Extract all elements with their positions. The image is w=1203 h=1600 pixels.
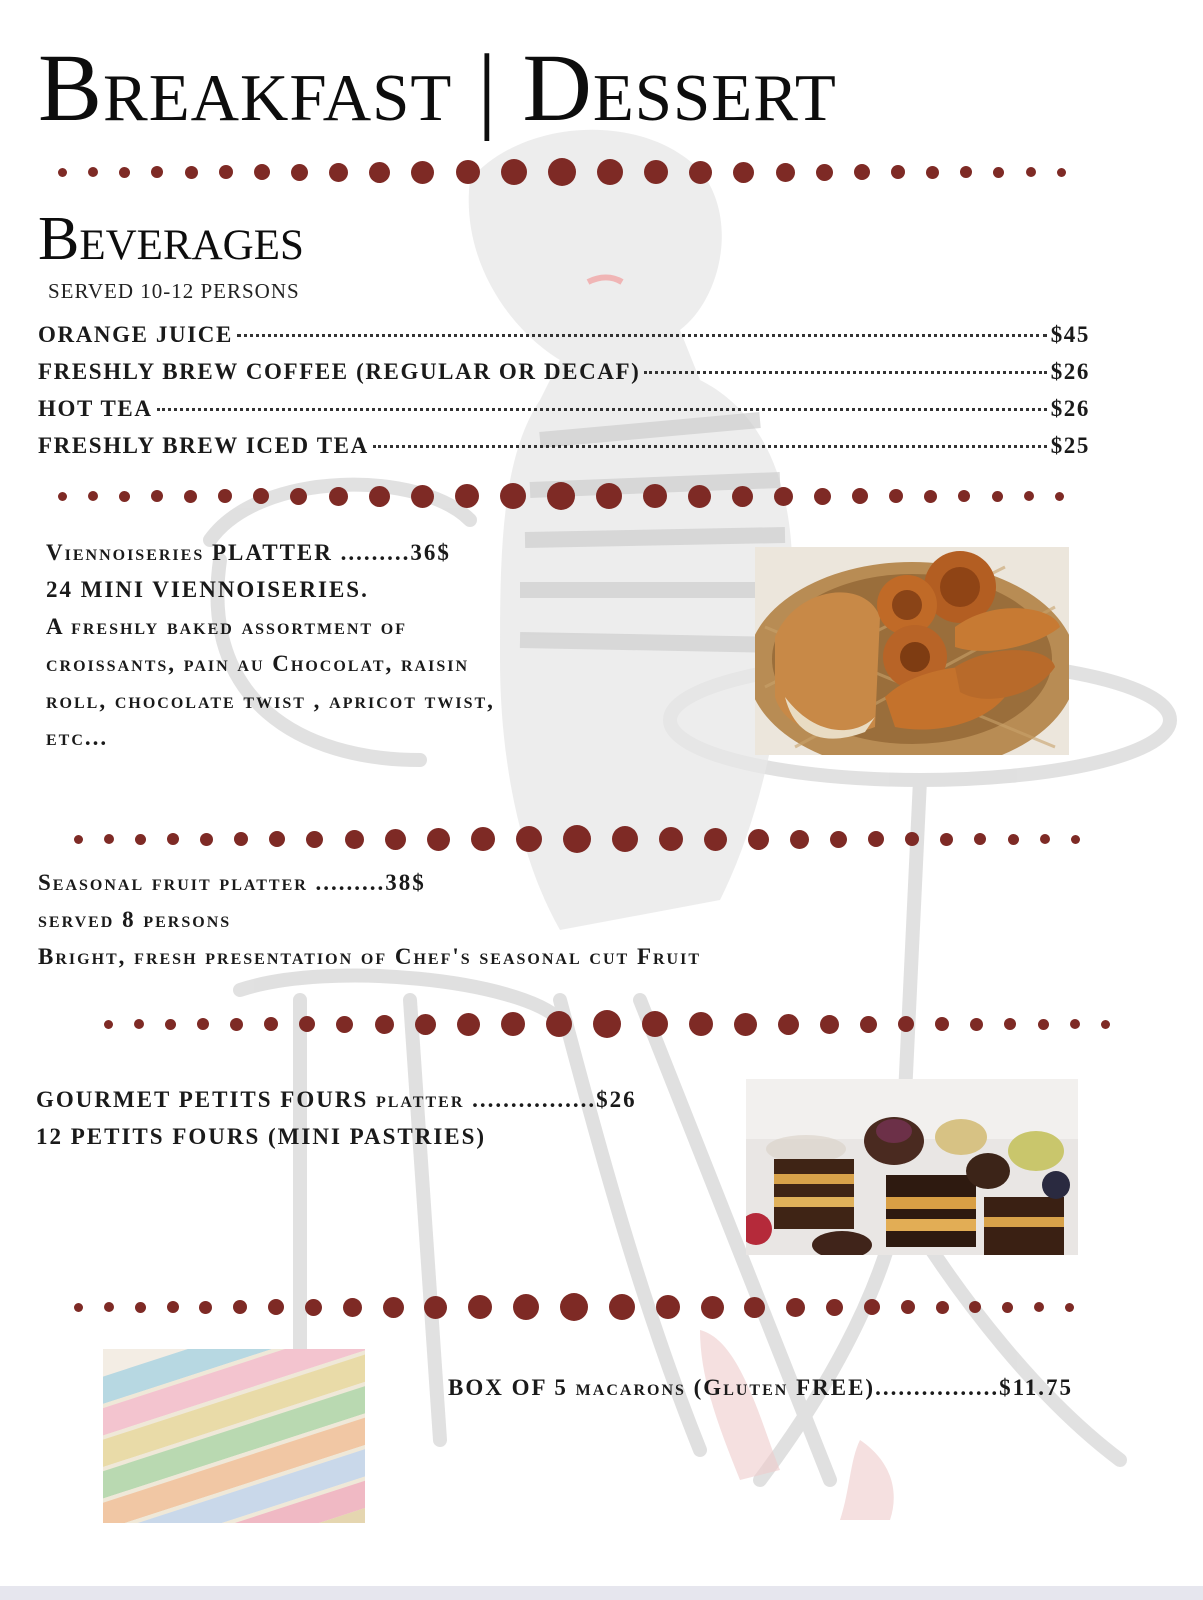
divider-dot [134, 1019, 144, 1029]
divider-dot [889, 489, 903, 503]
divider-dot [748, 829, 769, 850]
divider-dot [165, 1019, 176, 1030]
fruit-platter-title: Seasonal fruit platter .........38$ [38, 870, 426, 895]
divider-dot [1055, 492, 1064, 501]
price-row [38, 322, 1090, 359]
fruit-platter-desc: Bright, fresh presentation of Chef's seasonal cut Fruit [38, 944, 701, 969]
divider-dot [820, 1015, 839, 1034]
divider-dot [701, 1296, 724, 1319]
divider-dot [199, 1301, 212, 1314]
divider-dot [119, 167, 130, 178]
divider-dot [290, 488, 307, 505]
divider-dot [854, 164, 870, 180]
dotted-divider [58, 150, 1066, 194]
divider-dot [734, 1013, 757, 1036]
divider-dot [547, 482, 575, 510]
divider-dot [1004, 1018, 1016, 1030]
divider-dot [119, 491, 130, 502]
divider-dot [656, 1295, 680, 1319]
price-row [38, 396, 1090, 433]
divider-dot [383, 1297, 404, 1318]
divider-dot [744, 1297, 765, 1318]
divider-dot [58, 492, 67, 501]
divider-dot [688, 485, 711, 508]
item-price: $25 [1050, 433, 1090, 458]
divider-dot [291, 164, 308, 181]
divider-dot [1008, 834, 1019, 845]
divider-dot [74, 1303, 83, 1312]
divider-dot [184, 490, 197, 503]
divider-dot [1057, 168, 1066, 177]
divider-dot [993, 167, 1004, 178]
item-price: $26 [1050, 396, 1090, 421]
divider-dot [864, 1299, 880, 1315]
divider-dot [597, 159, 623, 185]
macarons-item: BOX OF 5 macarons (Gluten FREE)................$11.75 [448, 1375, 1074, 1400]
divider-dot [969, 1301, 981, 1313]
divider-dot [1101, 1020, 1110, 1029]
divider-dot [427, 828, 450, 851]
divider-dot [1070, 1019, 1080, 1029]
bottom-edge [0, 1586, 1203, 1600]
divider-dot [609, 1294, 635, 1320]
divider-dot [264, 1017, 278, 1031]
divider-dot [1040, 834, 1050, 844]
divider-dot [1024, 491, 1034, 501]
divider-dot [167, 833, 179, 845]
divider-dot [852, 488, 868, 504]
divider-dot [814, 488, 831, 505]
divider-dot [151, 166, 163, 178]
divider-dot [733, 162, 754, 183]
dot-leader [157, 408, 1047, 411]
divider-dot [776, 163, 795, 182]
divider-dot [898, 1016, 914, 1032]
divider-dot [958, 490, 970, 502]
divider-dot [385, 829, 406, 850]
divider-dot [343, 1298, 362, 1317]
divider-dot [513, 1294, 539, 1320]
viennoiseries-desc-line: A freshly baked assortment of [46, 614, 408, 639]
divider-dot [345, 830, 364, 849]
dot-leader [644, 371, 1046, 374]
viennoiseries-photo [755, 547, 1069, 755]
divider-dot [689, 1012, 713, 1036]
divider-dot [1026, 167, 1036, 177]
divider-dot [500, 483, 526, 509]
divider-dot [1065, 1303, 1074, 1312]
fruit-platter-serving: served 8 persons [38, 907, 232, 932]
divider-dot [659, 827, 683, 851]
divider-dot [471, 827, 495, 851]
divider-dot [104, 834, 114, 844]
divider-dot [455, 484, 479, 508]
divider-dot [415, 1014, 436, 1035]
divider-dot [501, 1012, 525, 1036]
divider-dot [135, 1302, 146, 1313]
divider-dot [1038, 1019, 1049, 1030]
divider-dot [88, 167, 98, 177]
divider-dot [593, 1010, 621, 1038]
divider-dot [501, 159, 527, 185]
divider-dot [468, 1295, 492, 1319]
divider-dot [830, 831, 847, 848]
divider-dot [790, 830, 809, 849]
divider-dot [411, 161, 434, 184]
divider-dot [269, 831, 285, 847]
divider-dot [642, 1011, 668, 1037]
divider-dot [167, 1301, 179, 1313]
dotted-divider [74, 1284, 1074, 1330]
divider-dot [329, 487, 348, 506]
divider-dot [924, 490, 937, 503]
divider-dot [411, 485, 434, 508]
divider-dot [940, 833, 953, 846]
viennoiseries-count: 24 MINI VIENNOISERIES. [46, 577, 369, 602]
divider-dot [375, 1015, 394, 1034]
divider-dot [104, 1302, 114, 1312]
divider-dot [230, 1018, 243, 1031]
petits-fours-title: GOURMET PETITS FOURS platter ................$26 [36, 1087, 637, 1112]
divider-dot [218, 489, 232, 503]
divider-dot [816, 164, 833, 181]
price-row [38, 433, 1090, 470]
divider-dot [704, 828, 727, 851]
divider-dot [826, 1299, 843, 1316]
item-price: $45 [1050, 322, 1090, 347]
divider-dot [369, 162, 390, 183]
section-heading-beverages: Beverages [38, 205, 304, 273]
divider-dot [778, 1014, 799, 1035]
page-title: Breakfast | Dessert [38, 34, 837, 141]
beverages-serving-note: SERVED 10-12 PERSONS [48, 279, 300, 303]
viennoiseries-title: Viennoiseries PLATTER .........36$ [46, 540, 451, 565]
divider-dot [1002, 1302, 1013, 1313]
dot-leader [373, 445, 1047, 448]
divider-dot [516, 826, 542, 852]
divider-dot [860, 1016, 877, 1033]
item-name: FRESHLY BREW COFFEE (REGULAR OR DECAF) [38, 359, 641, 384]
dotted-divider [74, 816, 1080, 862]
viennoiseries-description [46, 534, 495, 756]
divider-dot [546, 1011, 572, 1037]
divider-dot [233, 1300, 247, 1314]
divider-dot [74, 835, 83, 844]
viennoiseries-desc-line: roll, chocolate twist , apricot twist, [46, 688, 495, 713]
divider-dot [268, 1299, 284, 1315]
petits-fours-description [36, 1081, 637, 1155]
divider-dot [305, 1299, 322, 1316]
divider-dot [596, 483, 622, 509]
divider-dot [905, 832, 919, 846]
divider-dot [104, 1020, 113, 1029]
divider-dot [612, 826, 638, 852]
divider-dot [185, 166, 198, 179]
divider-dot [58, 168, 67, 177]
dot-leader [237, 334, 1047, 337]
divider-dot [254, 164, 270, 180]
macarons-photo [103, 1349, 365, 1523]
divider-dot [901, 1300, 915, 1314]
viennoiseries-desc-line: etc... [46, 725, 109, 750]
item-price: $26 [1050, 359, 1090, 384]
divider-dot [329, 163, 348, 182]
beverage-price-list [38, 322, 1090, 470]
petits-fours-count: 12 PETITS FOURS (MINI PASTRIES) [36, 1124, 487, 1149]
divider-dot [253, 488, 269, 504]
divider-dot [936, 1301, 949, 1314]
divider-dot [306, 831, 323, 848]
divider-dot [88, 491, 98, 501]
divider-dot [868, 831, 884, 847]
divider-dot [234, 832, 248, 846]
divider-dot [1034, 1302, 1044, 1312]
divider-dot [960, 166, 972, 178]
dotted-divider [104, 1002, 1110, 1046]
viennoiseries-desc-line: croissants, pain au Chocolat, raisin [46, 651, 470, 676]
divider-dot [689, 161, 712, 184]
divider-dot [135, 834, 146, 845]
petits-fours-photo [746, 1079, 1078, 1255]
divider-dot [643, 484, 667, 508]
divider-dot [299, 1016, 315, 1032]
divider-dot [926, 166, 939, 179]
divider-dot [560, 1293, 588, 1321]
item-name: HOT TEA [38, 396, 153, 421]
divider-dot [786, 1298, 805, 1317]
divider-dot [548, 158, 576, 186]
price-row [38, 359, 1090, 396]
divider-dot [200, 833, 213, 846]
divider-dot [424, 1296, 447, 1319]
divider-dot [644, 160, 668, 184]
divider-dot [974, 833, 986, 845]
fruit-platter-description [38, 864, 701, 975]
divider-dot [935, 1017, 949, 1031]
item-name: FRESHLY BREW ICED TEA [38, 433, 369, 458]
item-name: ORANGE JUICE [38, 322, 233, 347]
divider-dot [1071, 835, 1080, 844]
divider-dot [732, 486, 753, 507]
divider-dot [336, 1016, 353, 1033]
divider-dot [457, 1013, 480, 1036]
divider-dot [970, 1018, 983, 1031]
divider-dot [992, 491, 1003, 502]
divider-dot [563, 825, 591, 853]
dotted-divider [58, 474, 1064, 518]
divider-dot [197, 1018, 209, 1030]
divider-dot [369, 486, 390, 507]
divider-dot [774, 487, 793, 506]
divider-dot [456, 160, 480, 184]
divider-dot [891, 165, 905, 179]
divider-dot [219, 165, 233, 179]
divider-dot [151, 490, 163, 502]
